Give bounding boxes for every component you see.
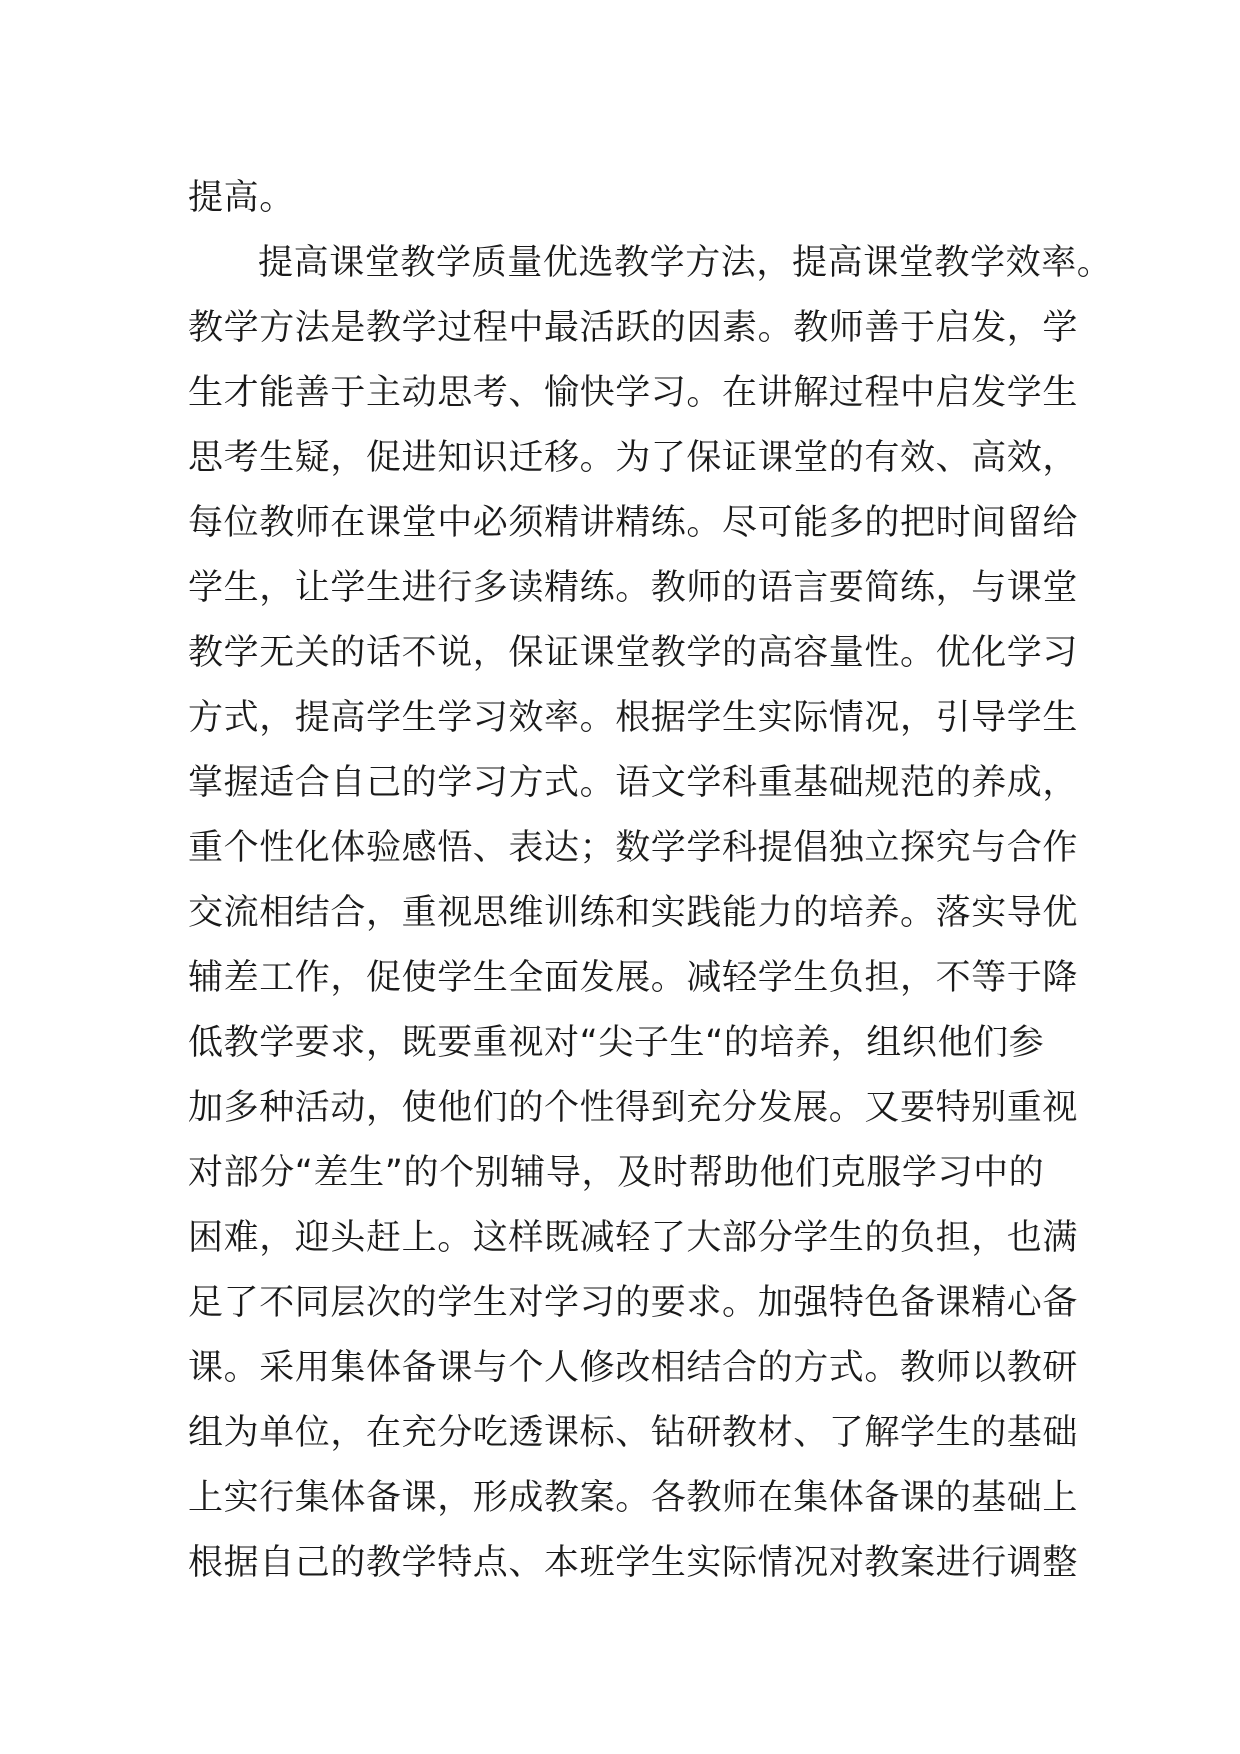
text-line: 交流相结合，重视思维训练和实践能力的培养。落实导优	[188, 893, 1079, 933]
text-line: 生才能善于主动思考、愉快学习。在讲解过程中启发学生	[188, 373, 1079, 413]
text-line: 每位教师在课堂中必须精讲精练。尽可能多的把时间留给	[188, 503, 1079, 543]
text-line: 足了不同层次的学生对学习的要求。加强特色备课精心备	[188, 1283, 1079, 1323]
body-text	[188, 166, 1113, 1596]
text-line: 教学方法是教学过程中最活跃的因素。教师善于启发，学	[188, 308, 1079, 348]
text-line: 辅差工作，促使学生全面发展。减轻学生负担，不等于降	[188, 958, 1079, 998]
text-line: 方式，提高学生学习效率。根据学生实际情况，引导学生	[188, 698, 1079, 738]
text-line: 重个性化体验感悟、表达；数学学科提倡独立探究与合作	[188, 828, 1079, 868]
text-line: 教学无关的话不说，保证课堂教学的高容量性。优化学习	[188, 633, 1079, 673]
paragraph-start-line: 提高课堂教学质量优选教学方法，提高课堂教学效率。	[258, 243, 1113, 283]
text-line: 根据自己的教学特点、本班学生实际情况对教案进行调整	[188, 1543, 1079, 1583]
text-line: 掌握适合自己的学习方式。语文学科重基础规范的养成，	[188, 763, 1079, 803]
text-line: 上实行集体备课，形成教案。各教师在集体备课的基础上	[188, 1478, 1079, 1518]
text-line: 低教学要求，既要重视对“尖子生“的培养，组织他们参	[188, 1023, 1045, 1063]
text-line: 困难，迎头赶上。这样既减轻了大部分学生的负担，也满	[188, 1218, 1079, 1258]
text-line: 思考生疑，促进知识迁移。为了保证课堂的有效、高效，	[188, 438, 1079, 478]
text-line: 学生，让学生进行多读精练。教师的语言要简练，与课堂	[188, 568, 1079, 608]
text-line: 组为单位，在充分吃透课标、钻研教材、了解学生的基础	[188, 1413, 1079, 1453]
text-line: 课。采用集体备课与个人修改相结合的方式。教师以教研	[188, 1348, 1079, 1388]
text-line: 加多种活动，使他们的个性得到充分发展。又要特别重视	[188, 1088, 1079, 1128]
text-line: 提高。	[188, 178, 295, 218]
text-line: 对部分“差生”的个别辅导，及时帮助他们克服学习中的	[188, 1153, 1045, 1193]
